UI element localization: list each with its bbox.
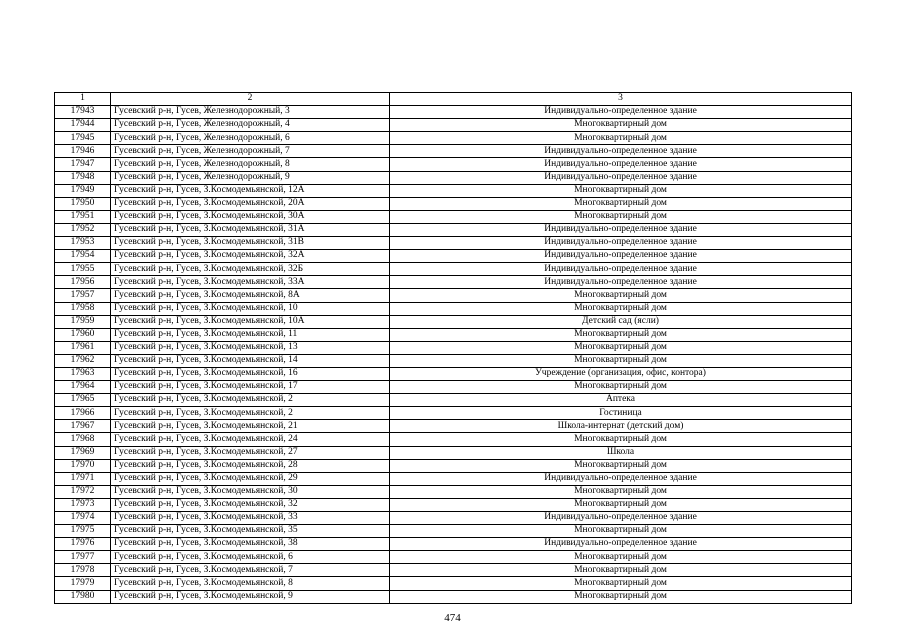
row-number-cell: 17966 xyxy=(55,407,111,420)
building-type-cell: Индивидуально-определенное здание xyxy=(390,472,852,485)
building-type-cell: Многоквартирный дом xyxy=(390,289,852,302)
building-type-cell: Индивидуально-определенное здание xyxy=(390,538,852,551)
row-number-cell: 17953 xyxy=(55,237,111,250)
building-type-cell: Многоквартирный дом xyxy=(390,498,852,511)
column-header-2: 2 xyxy=(111,93,390,106)
row-number-cell: 17959 xyxy=(55,315,111,328)
row-number-cell: 17964 xyxy=(55,381,111,394)
row-number-cell: 17947 xyxy=(55,158,111,171)
building-type-cell: Индивидуально-определенное здание xyxy=(390,276,852,289)
building-type-cell: Школа-интернат (детский дом) xyxy=(390,420,852,433)
building-type-cell: Многоквартирный дом xyxy=(390,210,852,223)
table-row xyxy=(55,485,852,498)
table-row xyxy=(55,341,852,354)
row-number-cell: 17973 xyxy=(55,498,111,511)
table-header-row xyxy=(55,93,852,106)
table-row xyxy=(55,446,852,459)
address-cell: Гусевский р-н, Гусев, З.Космодемьянской, 10А xyxy=(111,315,390,328)
address-cell: Гусевский р-н, Гусев, Железнодорожный, 3 xyxy=(111,106,390,119)
address-cell: Гусевский р-н, Гусев, З.Космодемьянской, 8А xyxy=(111,289,390,302)
building-type-cell: Многоквартирный дом xyxy=(390,525,852,538)
table-row xyxy=(55,590,852,603)
table-row xyxy=(55,433,852,446)
building-type-cell: Индивидуально-определенное здание xyxy=(390,106,852,119)
address-cell: Гусевский р-н, Гусев, З.Космодемьянской, 12А xyxy=(111,184,390,197)
building-type-cell: Многоквартирный дом xyxy=(390,302,852,315)
building-type-cell: Многоквартирный дом xyxy=(390,132,852,145)
building-type-cell: Индивидуально-определенное здание xyxy=(390,171,852,184)
address-cell: Гусевский р-н, Гусев, З.Космодемьянской, 7 xyxy=(111,564,390,577)
address-cell: Гусевский р-н, Гусев, З.Космодемьянской, 2 xyxy=(111,394,390,407)
address-cell: Гусевский р-н, Гусев, З.Космодемьянской, 21 xyxy=(111,420,390,433)
column-header-1: 1 xyxy=(55,93,111,106)
address-cell: Гусевский р-н, Гусев, З.Космодемьянской, 17 xyxy=(111,381,390,394)
row-number-cell: 17963 xyxy=(55,367,111,380)
building-type-cell: Многоквартирный дом xyxy=(390,354,852,367)
address-cell: Гусевский р-н, Гусев, З.Космодемьянской, 27 xyxy=(111,446,390,459)
address-cell: Гусевский р-н, Гусев, З.Космодемьянской, 29 xyxy=(111,472,390,485)
building-type-cell: Многоквартирный дом xyxy=(390,381,852,394)
table-row xyxy=(55,472,852,485)
row-number-cell: 17950 xyxy=(55,197,111,210)
address-cell: Гусевский р-н, Гусев, Железнодорожный, 7 xyxy=(111,145,390,158)
row-number-cell: 17975 xyxy=(55,525,111,538)
row-number-cell: 17955 xyxy=(55,263,111,276)
address-cell: Гусевский р-н, Гусев, З.Космодемьянской, 24 xyxy=(111,433,390,446)
building-type-cell: Индивидуально-определенное здание xyxy=(390,223,852,236)
building-type-cell: Индивидуально-определенное здание xyxy=(390,263,852,276)
table-row xyxy=(55,407,852,420)
row-number-cell: 17977 xyxy=(55,551,111,564)
table-row xyxy=(55,525,852,538)
building-type-cell: Многоквартирный дом xyxy=(390,459,852,472)
address-cell: Гусевский р-н, Гусев, Железнодорожный, 6 xyxy=(111,132,390,145)
row-number-cell: 17957 xyxy=(55,289,111,302)
building-type-cell: Индивидуально-определенное здание xyxy=(390,512,852,525)
table-row xyxy=(55,512,852,525)
registry-table-body xyxy=(55,93,852,604)
address-cell: Гусевский р-н, Гусев, Железнодорожный, 4 xyxy=(111,119,390,132)
table-row xyxy=(55,498,852,511)
building-type-cell: Школа xyxy=(390,446,852,459)
table-row xyxy=(55,250,852,263)
table-row xyxy=(55,106,852,119)
table-row xyxy=(55,158,852,171)
table-row xyxy=(55,381,852,394)
building-type-cell: Многоквартирный дом xyxy=(390,341,852,354)
building-type-cell: Многоквартирный дом xyxy=(390,184,852,197)
address-cell: Гусевский р-н, Гусев, З.Космодемьянской, 30А xyxy=(111,210,390,223)
row-number-cell: 17980 xyxy=(55,590,111,603)
address-cell: Гусевский р-н, Гусев, Железнодорожный, 9 xyxy=(111,171,390,184)
row-number-cell: 17960 xyxy=(55,328,111,341)
address-cell: Гусевский р-н, Гусев, З.Космодемьянской, 8 xyxy=(111,577,390,590)
row-number-cell: 17943 xyxy=(55,106,111,119)
table-row xyxy=(55,237,852,250)
building-type-cell: Индивидуально-определенное здание xyxy=(390,237,852,250)
table-row xyxy=(55,263,852,276)
row-number-cell: 17961 xyxy=(55,341,111,354)
table-row xyxy=(55,394,852,407)
address-cell: Гусевский р-н, Гусев, З.Космодемьянской, 33 xyxy=(111,512,390,525)
table-row xyxy=(55,354,852,367)
address-cell: Гусевский р-н, Гусев, З.Космодемьянской, 32Б xyxy=(111,263,390,276)
row-number-cell: 17965 xyxy=(55,394,111,407)
address-cell: Гусевский р-н, Гусев, З.Космодемьянской, 31А xyxy=(111,223,390,236)
column-header-3: 3 xyxy=(390,93,852,106)
row-number-cell: 17952 xyxy=(55,223,111,236)
building-type-cell: Аптека xyxy=(390,394,852,407)
address-cell: Гусевский р-н, Гусев, З.Космодемьянской, 28 xyxy=(111,459,390,472)
address-cell: Гусевский р-н, Гусев, Железнодорожный, 8 xyxy=(111,158,390,171)
address-cell: Гусевский р-н, Гусев, З.Космодемьянской, 14 xyxy=(111,354,390,367)
row-number-cell: 17948 xyxy=(55,171,111,184)
address-cell: Гусевский р-н, Гусев, З.Космодемьянской, 33А xyxy=(111,276,390,289)
building-type-cell: Многоквартирный дом xyxy=(390,433,852,446)
table-row xyxy=(55,276,852,289)
address-cell: Гусевский р-н, Гусев, З.Космодемьянской, 31В xyxy=(111,237,390,250)
building-type-cell: Многоквартирный дом xyxy=(390,328,852,341)
table-row xyxy=(55,184,852,197)
table-row xyxy=(55,132,852,145)
table-row xyxy=(55,420,852,433)
row-number-cell: 17967 xyxy=(55,420,111,433)
row-number-cell: 17976 xyxy=(55,538,111,551)
row-number-cell: 17972 xyxy=(55,485,111,498)
table-row xyxy=(55,551,852,564)
row-number-cell: 17969 xyxy=(55,446,111,459)
row-number-cell: 17944 xyxy=(55,119,111,132)
building-type-cell: Многоквартирный дом xyxy=(390,119,852,132)
address-cell: Гусевский р-н, Гусев, З.Космодемьянской, 30 xyxy=(111,485,390,498)
building-type-cell: Индивидуально-определенное здание xyxy=(390,158,852,171)
building-type-cell: Детский сад (ясли) xyxy=(390,315,852,328)
address-cell: Гусевский р-н, Гусев, З.Космодемьянской, 6 xyxy=(111,551,390,564)
address-cell: Гусевский р-н, Гусев, З.Космодемьянской, 2 xyxy=(111,407,390,420)
row-number-cell: 17970 xyxy=(55,459,111,472)
row-number-cell: 17949 xyxy=(55,184,111,197)
table-row xyxy=(55,367,852,380)
building-type-cell: Многоквартирный дом xyxy=(390,551,852,564)
row-number-cell: 17954 xyxy=(55,250,111,263)
table-row xyxy=(55,538,852,551)
building-type-cell: Многоквартирный дом xyxy=(390,197,852,210)
address-cell: Гусевский р-н, Гусев, З.Космодемьянской, 13 xyxy=(111,341,390,354)
building-type-cell: Многоквартирный дом xyxy=(390,590,852,603)
address-cell: Гусевский р-н, Гусев, З.Космодемьянской, 20А xyxy=(111,197,390,210)
table-row xyxy=(55,328,852,341)
row-number-cell: 17962 xyxy=(55,354,111,367)
row-number-cell: 17946 xyxy=(55,145,111,158)
building-type-cell: Индивидуально-определенное здание xyxy=(390,145,852,158)
address-cell: Гусевский р-н, Гусев, З.Космодемьянской, 16 xyxy=(111,367,390,380)
address-cell: Гусевский р-н, Гусев, З.Космодемьянской, 10 xyxy=(111,302,390,315)
registry-table xyxy=(54,92,852,604)
building-type-cell: Индивидуально-определенное здание xyxy=(390,250,852,263)
row-number-cell: 17958 xyxy=(55,302,111,315)
table-row xyxy=(55,171,852,184)
address-cell: Гусевский р-н, Гусев, З.Космодемьянской, 32 xyxy=(111,498,390,511)
page-number: 474 xyxy=(444,612,461,624)
row-number-cell: 17956 xyxy=(55,276,111,289)
table-row xyxy=(55,459,852,472)
table-row xyxy=(55,223,852,236)
table-row xyxy=(55,577,852,590)
table-row xyxy=(55,564,852,577)
address-cell: Гусевский р-н, Гусев, З.Космодемьянской, 9 xyxy=(111,590,390,603)
building-type-cell: Учреждение (организация, офис, контора) xyxy=(390,367,852,380)
address-cell: Гусевский р-н, Гусев, З.Космодемьянской, 35 xyxy=(111,525,390,538)
row-number-cell: 17968 xyxy=(55,433,111,446)
building-type-cell: Многоквартирный дом xyxy=(390,577,852,590)
row-number-cell: 17945 xyxy=(55,132,111,145)
table-row xyxy=(55,315,852,328)
address-cell: Гусевский р-н, Гусев, З.Космодемьянской, 11 xyxy=(111,328,390,341)
row-number-cell: 17971 xyxy=(55,472,111,485)
table-row xyxy=(55,197,852,210)
table-row xyxy=(55,119,852,132)
table-row xyxy=(55,302,852,315)
table-row xyxy=(55,289,852,302)
table-row xyxy=(55,210,852,223)
building-type-cell: Многоквартирный дом xyxy=(390,564,852,577)
address-cell: Гусевский р-н, Гусев, З.Космодемьянской, 32А xyxy=(111,250,390,263)
building-type-cell: Многоквартирный дом xyxy=(390,485,852,498)
row-number-cell: 17951 xyxy=(55,210,111,223)
row-number-cell: 17974 xyxy=(55,512,111,525)
building-type-cell: Гостиница xyxy=(390,407,852,420)
row-number-cell: 17978 xyxy=(55,564,111,577)
table-row xyxy=(55,145,852,158)
row-number-cell: 17979 xyxy=(55,577,111,590)
address-cell: Гусевский р-н, Гусев, З.Космодемьянской, 38 xyxy=(111,538,390,551)
